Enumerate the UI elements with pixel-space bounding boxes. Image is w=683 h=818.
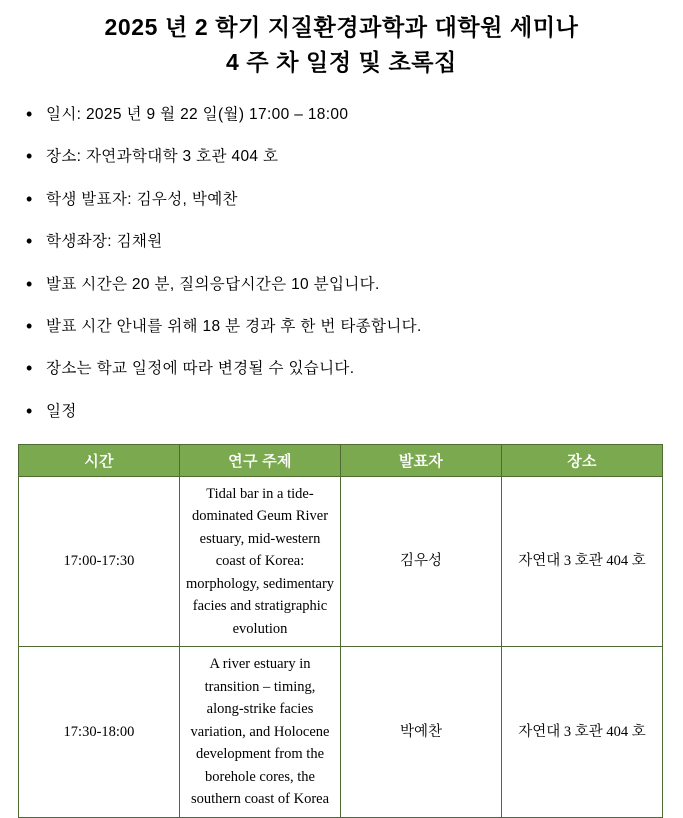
bullet-icon: • xyxy=(26,104,33,124)
page-title xyxy=(18,0,665,79)
list-item-label: 장소는 학교 일정에 따라 변경될 수 있습니다. xyxy=(46,360,355,378)
cell-time: 17:00-17:30 xyxy=(19,477,180,647)
column-header-speaker: 발표자 xyxy=(341,445,502,477)
bullet-icon: • xyxy=(26,146,33,167)
list-item xyxy=(26,232,665,251)
bullet-icon: • xyxy=(26,358,33,379)
bullet-list xyxy=(18,105,665,421)
title-line-1: 2025 년 2 학기 지질환경과학과 대학원 세미나 xyxy=(104,14,579,40)
list-item xyxy=(26,402,665,421)
bullet-icon: • xyxy=(26,315,33,336)
table-header-row xyxy=(19,445,663,477)
bullet-icon: • xyxy=(26,231,33,252)
list-item-label: 발표 시간 안내를 위해 18 분 경과 후 한 번 타종합니다. xyxy=(46,317,422,335)
schedule-table xyxy=(18,444,663,818)
list-item-label: 학생 발표자: 김우성, 박예찬 xyxy=(46,190,238,208)
list-item-label: 발표 시간은 20 분, 질의응답시간은 10 분입니다. xyxy=(46,275,380,293)
table-row xyxy=(19,477,663,647)
cell-place: 자연대 3 호관 404 호 xyxy=(502,477,663,647)
bullet-icon: • xyxy=(26,273,33,294)
bullet-icon: • xyxy=(26,400,33,421)
list-item-label: 학생좌장: 김채원 xyxy=(46,233,163,251)
list-item-label: 일정 xyxy=(46,402,77,420)
list-item xyxy=(26,359,665,378)
cell-topic: A river estuary in transition – timing, along-strike facies variation, and Holocene development from the borehole cores, the southern coast of Korea xyxy=(180,647,341,817)
column-header-topic: 연구 주제 xyxy=(180,445,341,477)
list-item xyxy=(26,190,665,209)
bullet-icon: • xyxy=(26,188,33,209)
table-row xyxy=(19,647,663,817)
cell-speaker: 김우성 xyxy=(341,477,502,647)
cell-speaker: 박예찬 xyxy=(341,647,502,817)
cell-topic: Tidal bar in a tide-dominated Geum River estuary, mid-western coast of Korea: morphology, sedimentary facies and stratigraphic evolution xyxy=(180,477,341,647)
column-header-place: 장소 xyxy=(502,445,663,477)
list-item-label: 장소: 자연과학대학 3 호관 404 호 xyxy=(46,148,279,166)
list-item xyxy=(26,317,665,336)
list-item xyxy=(26,147,665,166)
cell-time: 17:30-18:00 xyxy=(19,647,180,817)
list-item xyxy=(26,275,665,294)
cell-place: 자연대 3 호관 404 호 xyxy=(502,647,663,817)
column-header-time: 시간 xyxy=(19,445,180,477)
list-item-label: 일시: 2025 년 9 월 22 일(월) 17:00 – 18:00 xyxy=(46,106,349,123)
list-item xyxy=(26,105,665,124)
title-line-2: 4 주 차 일정 및 초록집 xyxy=(226,48,457,75)
